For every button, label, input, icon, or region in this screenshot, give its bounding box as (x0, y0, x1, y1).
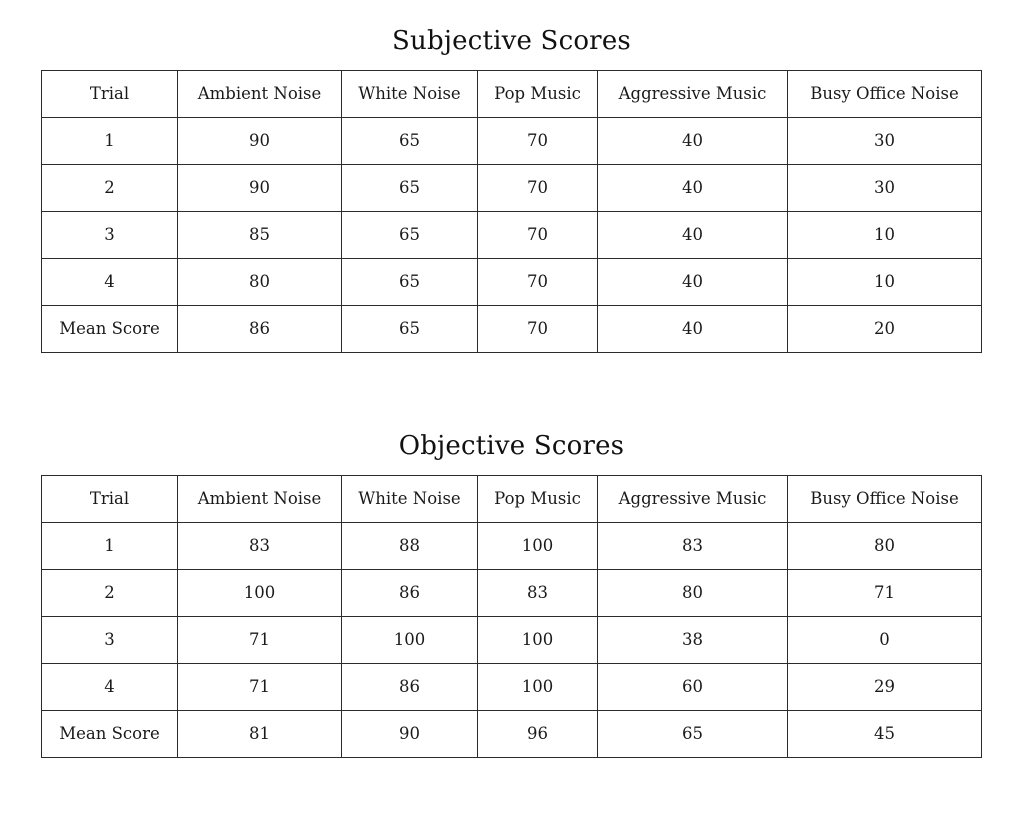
cell-ambient-noise: 71 (178, 664, 342, 711)
cell-white-noise: 86 (342, 664, 478, 711)
cell-busy-office-noise: 71 (788, 570, 982, 617)
table-row (42, 523, 982, 570)
cell-pop-music: 96 (478, 711, 598, 758)
table-row (42, 664, 982, 711)
column-header-trial: Trial (42, 476, 178, 523)
cell-aggressive-music: 40 (598, 259, 788, 306)
table-row (42, 570, 982, 617)
column-header-white-noise: White Noise (342, 476, 478, 523)
cell-ambient-noise: 81 (178, 711, 342, 758)
cell-ambient-noise: 83 (178, 523, 342, 570)
cell-white-noise: 65 (342, 118, 478, 165)
cell-pop-music: 70 (478, 259, 598, 306)
cell-busy-office-noise: 0 (788, 617, 982, 664)
objective-scores-table (41, 475, 982, 758)
cell-aggressive-music: 83 (598, 523, 788, 570)
cell-aggressive-music: 65 (598, 711, 788, 758)
column-header-white-noise: White Noise (342, 71, 478, 118)
cell-white-noise: 88 (342, 523, 478, 570)
table-row (42, 259, 982, 306)
cell-white-noise: 65 (342, 259, 478, 306)
cell-pop-music: 83 (478, 570, 598, 617)
cell-pop-music: 70 (478, 212, 598, 259)
table-row-mean (42, 711, 982, 758)
cell-pop-music: 70 (478, 165, 598, 212)
cell-ambient-noise: 100 (178, 570, 342, 617)
cell-ambient-noise: 80 (178, 259, 342, 306)
cell-ambient-noise: 86 (178, 306, 342, 353)
table-row (42, 212, 982, 259)
cell-pop-music: 100 (478, 523, 598, 570)
cell-white-noise: 65 (342, 212, 478, 259)
cell-aggressive-music: 60 (598, 664, 788, 711)
table-row (42, 165, 982, 212)
column-header-aggressive-music: Aggressive Music (598, 476, 788, 523)
column-header-busy-office-noise: Busy Office Noise (788, 71, 982, 118)
cell-busy-office-noise: 30 (788, 118, 982, 165)
cell-busy-office-noise: 10 (788, 259, 982, 306)
cell-busy-office-noise: 80 (788, 523, 982, 570)
cell-pop-music: 100 (478, 617, 598, 664)
cell-trial: 3 (42, 212, 178, 259)
cell-trial: 3 (42, 617, 178, 664)
table-header-row (42, 71, 982, 118)
table-header-row (42, 476, 982, 523)
cell-busy-office-noise: 10 (788, 212, 982, 259)
cell-aggressive-music: 40 (598, 165, 788, 212)
page-title: Subjective Scores (392, 26, 631, 56)
cell-white-noise: 65 (342, 306, 478, 353)
cell-ambient-noise: 85 (178, 212, 342, 259)
cell-busy-office-noise: 45 (788, 711, 982, 758)
cell-white-noise: 100 (342, 617, 478, 664)
cell-ambient-noise: 90 (178, 118, 342, 165)
cell-busy-office-noise: 30 (788, 165, 982, 212)
column-header-pop-music: Pop Music (478, 476, 598, 523)
cell-aggressive-music: 40 (598, 306, 788, 353)
cell-trial: 1 (42, 523, 178, 570)
table-row-mean (42, 306, 982, 353)
column-header-pop-music: Pop Music (478, 71, 598, 118)
cell-trial: 2 (42, 165, 178, 212)
cell-busy-office-noise: 29 (788, 664, 982, 711)
subjective-scores-table (41, 70, 982, 353)
cell-busy-office-noise: 20 (788, 306, 982, 353)
cell-pop-music: 70 (478, 306, 598, 353)
table-row (42, 617, 982, 664)
cell-pop-music: 100 (478, 664, 598, 711)
cell-trial: 4 (42, 259, 178, 306)
column-header-trial: Trial (42, 71, 178, 118)
cell-trial: 1 (42, 118, 178, 165)
cell-white-noise: 86 (342, 570, 478, 617)
cell-trial: Mean Score (42, 711, 178, 758)
cell-trial: 2 (42, 570, 178, 617)
cell-white-noise: 65 (342, 165, 478, 212)
cell-aggressive-music: 40 (598, 212, 788, 259)
subjective-scores-section (0, 0, 1023, 353)
column-header-ambient-noise: Ambient Noise (178, 476, 342, 523)
column-header-busy-office-noise: Busy Office Noise (788, 476, 982, 523)
cell-aggressive-music: 80 (598, 570, 788, 617)
cell-white-noise: 90 (342, 711, 478, 758)
cell-aggressive-music: 40 (598, 118, 788, 165)
page-title-secondary: Objective Scores (398, 431, 625, 461)
table-row (42, 118, 982, 165)
cell-trial: Mean Score (42, 306, 178, 353)
cell-ambient-noise: 90 (178, 165, 342, 212)
cell-aggressive-music: 38 (598, 617, 788, 664)
cell-trial: 4 (42, 664, 178, 711)
column-header-ambient-noise: Ambient Noise (178, 71, 342, 118)
column-header-aggressive-music: Aggressive Music (598, 71, 788, 118)
objective-scores-section (0, 353, 1023, 758)
cell-ambient-noise: 71 (178, 617, 342, 664)
cell-pop-music: 70 (478, 118, 598, 165)
